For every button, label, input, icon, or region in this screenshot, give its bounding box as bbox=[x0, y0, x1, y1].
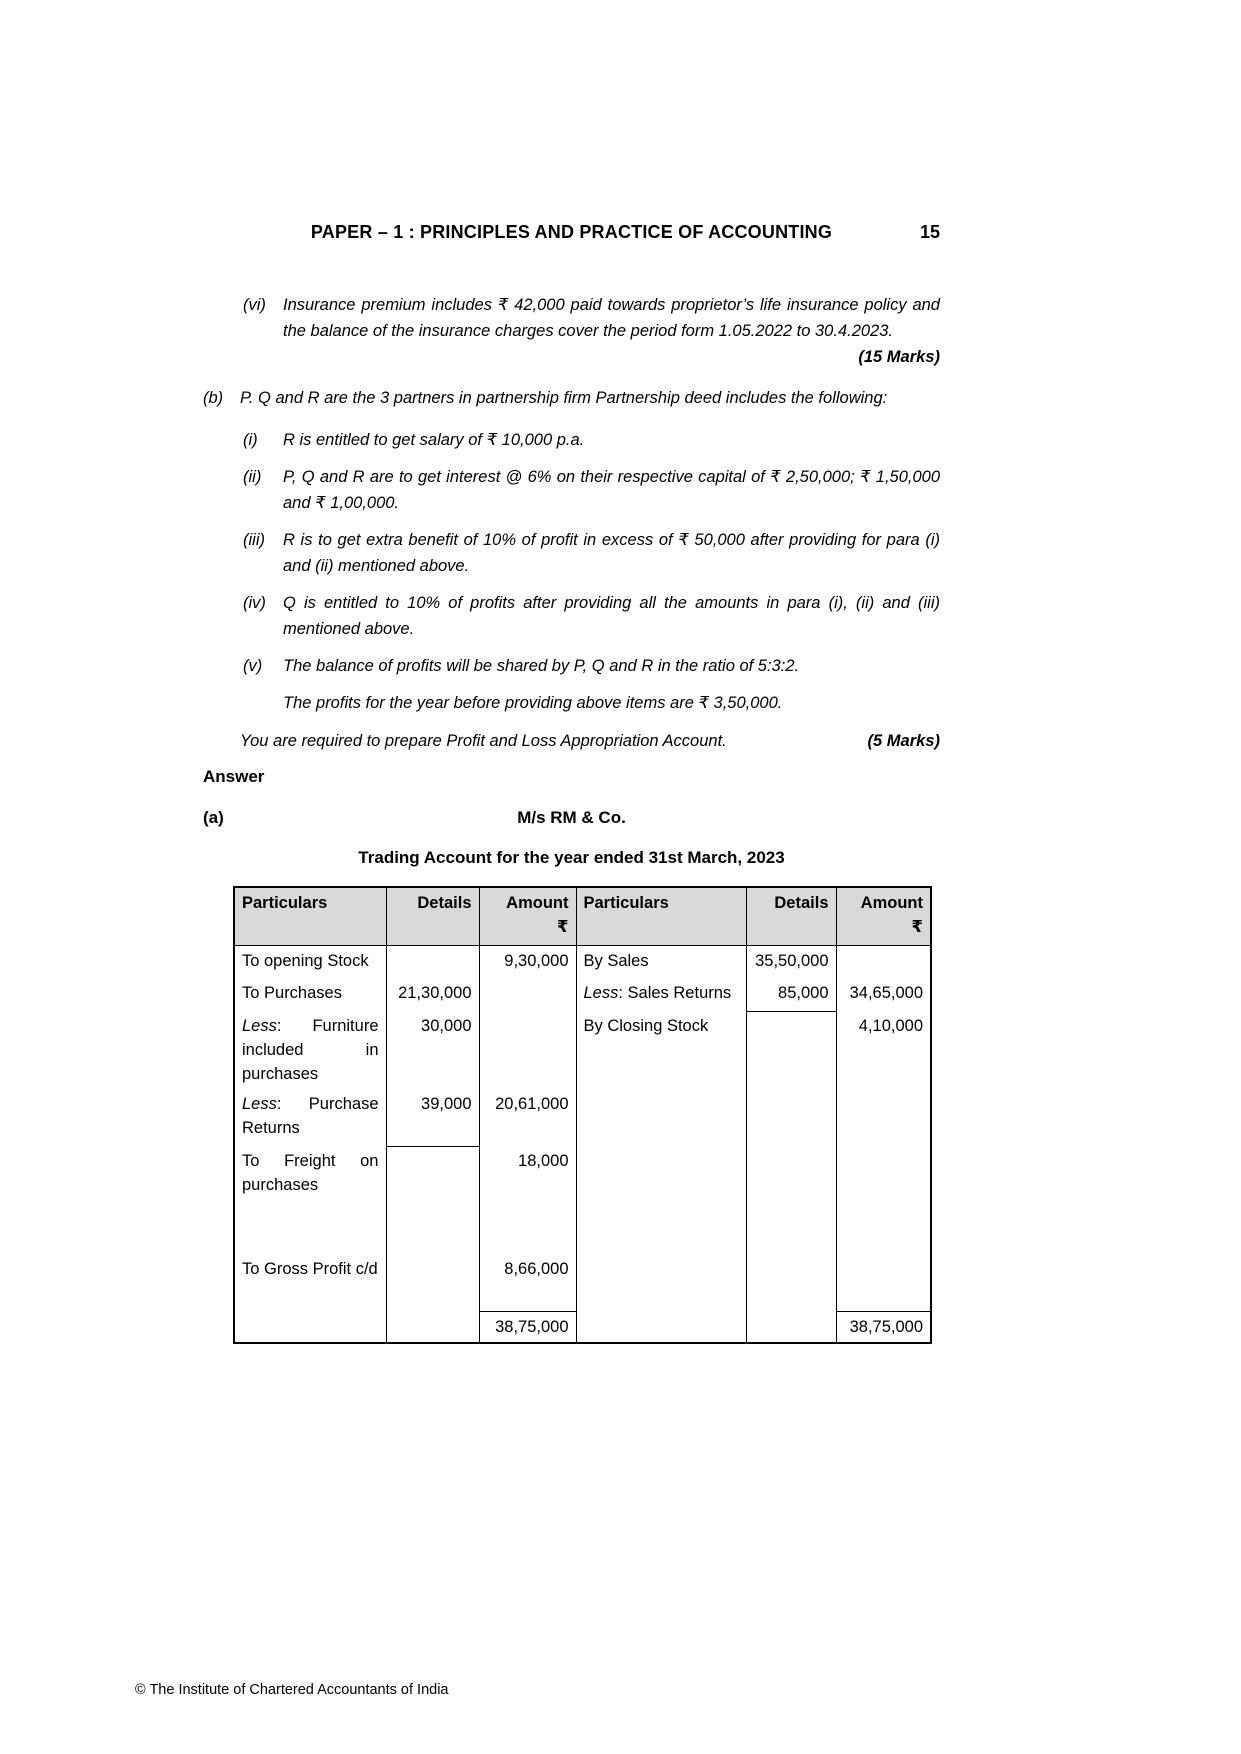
item-label: (i) bbox=[243, 431, 258, 449]
cell-particulars-credit bbox=[576, 1146, 746, 1254]
item-text: The balance of profits will be shared by P, Q and R in the ratio of 5:3:2. bbox=[283, 657, 800, 675]
item-label: (b) bbox=[203, 389, 224, 407]
cell-total-credit: 38,75,000 bbox=[836, 1311, 931, 1343]
cell-details-debit bbox=[386, 945, 479, 978]
cell-amount-credit bbox=[836, 1254, 931, 1311]
cell-particulars-credit: By Sales bbox=[576, 945, 746, 978]
page-title: PAPER – 1 : PRINCIPLES AND PRACTICE OF ACCOUNTING bbox=[310, 222, 833, 242]
marks-label: (15 Marks) bbox=[858, 348, 940, 366]
cell-total-debit: 38,75,000 bbox=[479, 1311, 576, 1343]
cell-details-credit: 85,000 bbox=[746, 978, 836, 1011]
copyright-footer: © The Institute of Chartered Accountants of India bbox=[135, 1682, 449, 1698]
item-text: R is to get extra benefit of 10% of profit in excess of ₹ 50,000 after providing for para (i) and (ii) mentioned above. bbox=[283, 531, 940, 575]
question-item-i bbox=[243, 427, 940, 453]
question-part-b bbox=[203, 385, 940, 754]
cell-particulars-credit bbox=[576, 1311, 746, 1343]
table-total-row bbox=[234, 1311, 931, 1343]
table-row bbox=[234, 1089, 931, 1146]
question-item-iii bbox=[243, 527, 940, 579]
header-particulars-debit: Particulars bbox=[234, 887, 386, 945]
table-row bbox=[234, 978, 931, 1011]
item-label: (vi) bbox=[243, 296, 266, 314]
question-item-ii bbox=[243, 464, 940, 516]
account-title: Trading Account for the year ended 31st March, 2023 bbox=[358, 848, 785, 867]
table-row bbox=[234, 945, 931, 978]
header-details-debit: Details bbox=[386, 887, 479, 945]
cell-details-debit: 21,30,000 bbox=[386, 978, 479, 1011]
cell-amount-debit bbox=[479, 1011, 576, 1089]
company-name: M/s RM & Co. bbox=[517, 808, 626, 827]
cell-particulars-debit: To opening Stock bbox=[234, 945, 386, 978]
cell-amount-debit: 9,30,000 bbox=[479, 945, 576, 978]
cell-particulars-debit: To Gross Profit c/d bbox=[234, 1254, 386, 1311]
cell-particulars-credit: By Closing Stock bbox=[576, 1011, 746, 1089]
cell-details-debit: 30,000 bbox=[386, 1011, 479, 1089]
cell-details-credit bbox=[746, 1311, 836, 1343]
item-text: P. Q and R are the 3 partners in partnership firm Partnership deed includes the following: bbox=[240, 389, 888, 407]
table-row bbox=[234, 1011, 931, 1089]
cell-amount-debit: 20,61,000 bbox=[479, 1089, 576, 1146]
item-text bbox=[283, 292, 940, 370]
part-a-label: (a) bbox=[203, 808, 224, 827]
item-body: Insurance premium includes ₹ 42,000 paid towards proprietor’s life insurance policy and the balance of the insurance charges cover the period form 1.05.2022 to 30.4.2023. bbox=[283, 296, 940, 340]
table-header-row bbox=[234, 887, 931, 945]
profits-note: The profits for the year before providing above items are ₹ 3,50,000. bbox=[283, 694, 783, 712]
item-label: (v) bbox=[243, 657, 263, 675]
answer-heading: Answer bbox=[203, 767, 265, 786]
cell-particulars-credit bbox=[576, 1254, 746, 1311]
part-b-intro bbox=[203, 385, 940, 411]
cell-details-debit bbox=[386, 1311, 479, 1343]
cell-amount-credit bbox=[836, 1089, 931, 1146]
header-amount-credit: Amount ₹ bbox=[836, 887, 931, 945]
item-text: Q is entitled to 10% of profits after providing all the amounts in para (i), (ii) and (iii) mentioned above. bbox=[283, 594, 940, 638]
cell-details-debit: 39,000 bbox=[386, 1089, 479, 1146]
cell-particulars-debit bbox=[234, 1311, 386, 1343]
cell-particulars-debit: To Purchases bbox=[234, 978, 386, 1011]
cell-details-credit bbox=[746, 1089, 836, 1146]
table-row bbox=[234, 1146, 931, 1254]
table-row bbox=[234, 1254, 931, 1311]
page-number: 15 bbox=[919, 222, 940, 242]
item-label: (ii) bbox=[243, 468, 262, 486]
cell-details-credit: 35,50,000 bbox=[746, 945, 836, 978]
answer-part-a-row bbox=[203, 808, 940, 828]
item-label: (iv) bbox=[243, 594, 266, 612]
item-label: (iii) bbox=[243, 531, 265, 549]
rupee-symbol: ₹ bbox=[557, 918, 569, 936]
cell-particulars-debit: Less: Purchase Returns bbox=[234, 1089, 386, 1146]
cell-details-credit bbox=[746, 1011, 836, 1089]
trading-account-table bbox=[233, 886, 932, 1344]
cell-amount-debit bbox=[479, 978, 576, 1011]
cell-amount-credit bbox=[836, 1146, 931, 1254]
cell-details-debit bbox=[386, 1254, 479, 1311]
item-text: P, Q and R are to get interest @ 6% on their respective capital of ₹ 2,50,000; ₹ 1,50,000 and ₹ 1,00,000. bbox=[283, 468, 940, 512]
requirement-text: You are required to prepare Profit and Loss Appropriation Account. bbox=[240, 732, 727, 750]
marks-label: (5 Marks) bbox=[867, 732, 940, 750]
rupee-symbol: ₹ bbox=[911, 918, 923, 936]
cell-amount-debit: 18,000 bbox=[479, 1146, 576, 1254]
cell-particulars-debit: Less: Furniture included in purchases bbox=[234, 1011, 386, 1089]
question-item-vi bbox=[243, 292, 940, 370]
cell-amount-credit: 4,10,000 bbox=[836, 1011, 931, 1089]
item-text: R is entitled to get salary of ₹ 10,000 p.a. bbox=[283, 431, 585, 449]
cell-amount-credit: 34,65,000 bbox=[836, 978, 931, 1011]
header-details-credit: Details bbox=[746, 887, 836, 945]
header-particulars-credit: Particulars bbox=[576, 887, 746, 945]
cell-details-credit bbox=[746, 1254, 836, 1311]
header-amount-debit: Amount ₹ bbox=[479, 887, 576, 945]
cell-details-debit bbox=[386, 1146, 479, 1254]
question-item-iv bbox=[243, 590, 940, 642]
question-item-v bbox=[243, 653, 940, 679]
cell-amount-credit bbox=[836, 945, 931, 978]
cell-particulars-credit: Less: Sales Returns bbox=[576, 978, 746, 1011]
cell-particulars-debit: To Freight on purchases bbox=[234, 1146, 386, 1254]
requirement-line bbox=[240, 728, 940, 754]
cell-details-credit bbox=[746, 1146, 836, 1254]
cell-amount-debit: 8,66,000 bbox=[479, 1254, 576, 1311]
cell-particulars-credit bbox=[576, 1089, 746, 1146]
